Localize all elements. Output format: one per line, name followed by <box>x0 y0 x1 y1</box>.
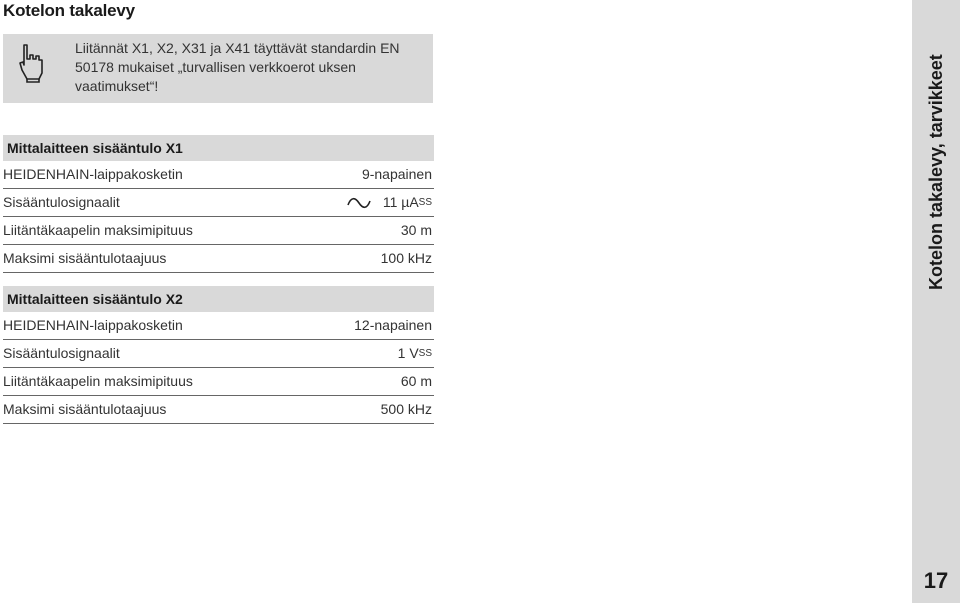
row-value: 9-napainen <box>361 166 432 182</box>
note-box <box>3 34 433 103</box>
row-value: 500 kHz <box>380 401 432 417</box>
page-title: Kotelon takalevy <box>3 1 135 20</box>
table-row <box>3 368 434 396</box>
table-row <box>3 340 434 368</box>
row-label: Sisääntulosignaalit <box>3 194 120 210</box>
row-value: 60 m <box>400 373 432 389</box>
table-row <box>3 312 434 340</box>
table-row <box>3 245 434 273</box>
pointing-hand-icon <box>17 43 45 83</box>
spec-section-x2 <box>3 286 434 424</box>
table-row <box>3 189 434 217</box>
row-value: 100 kHz <box>380 250 432 266</box>
section-heading: Mittalaitteen sisääntulo X1 <box>3 135 434 161</box>
spec-section-x1 <box>3 135 434 273</box>
table-row <box>3 161 434 189</box>
row-value: 12-napainen <box>354 317 432 333</box>
row-label: HEIDENHAIN-laippakosketin <box>3 166 183 182</box>
row-label: Liitäntäkaapelin maksimipituus <box>3 373 193 389</box>
row-label: Maksimi sisääntulotaajuus <box>3 250 167 266</box>
row-label: Liitäntäkaapelin maksimipituus <box>3 222 193 238</box>
row-label: Sisääntulosignaalit <box>3 345 120 361</box>
row-label: Maksimi sisääntulotaajuus <box>3 401 167 417</box>
section-heading: Mittalaitteen sisääntulo X2 <box>3 286 434 312</box>
table-row <box>3 217 434 245</box>
row-label: HEIDENHAIN-laippakosketin <box>3 317 183 333</box>
row-value: 1 V SS <box>397 345 432 361</box>
page-number: 17 <box>923 568 949 593</box>
sine-wave-icon <box>347 196 371 210</box>
row-value: 30 m <box>400 222 432 238</box>
note-text: Liitännät X1, X2, X31 ja X41 täyttävät standardin EN 50178 mukaiset „turvallisen verkkoerot uksen vaatimukset“! <box>75 40 400 94</box>
table-row <box>3 396 434 424</box>
row-value: 11 µA SS <box>347 189 434 216</box>
